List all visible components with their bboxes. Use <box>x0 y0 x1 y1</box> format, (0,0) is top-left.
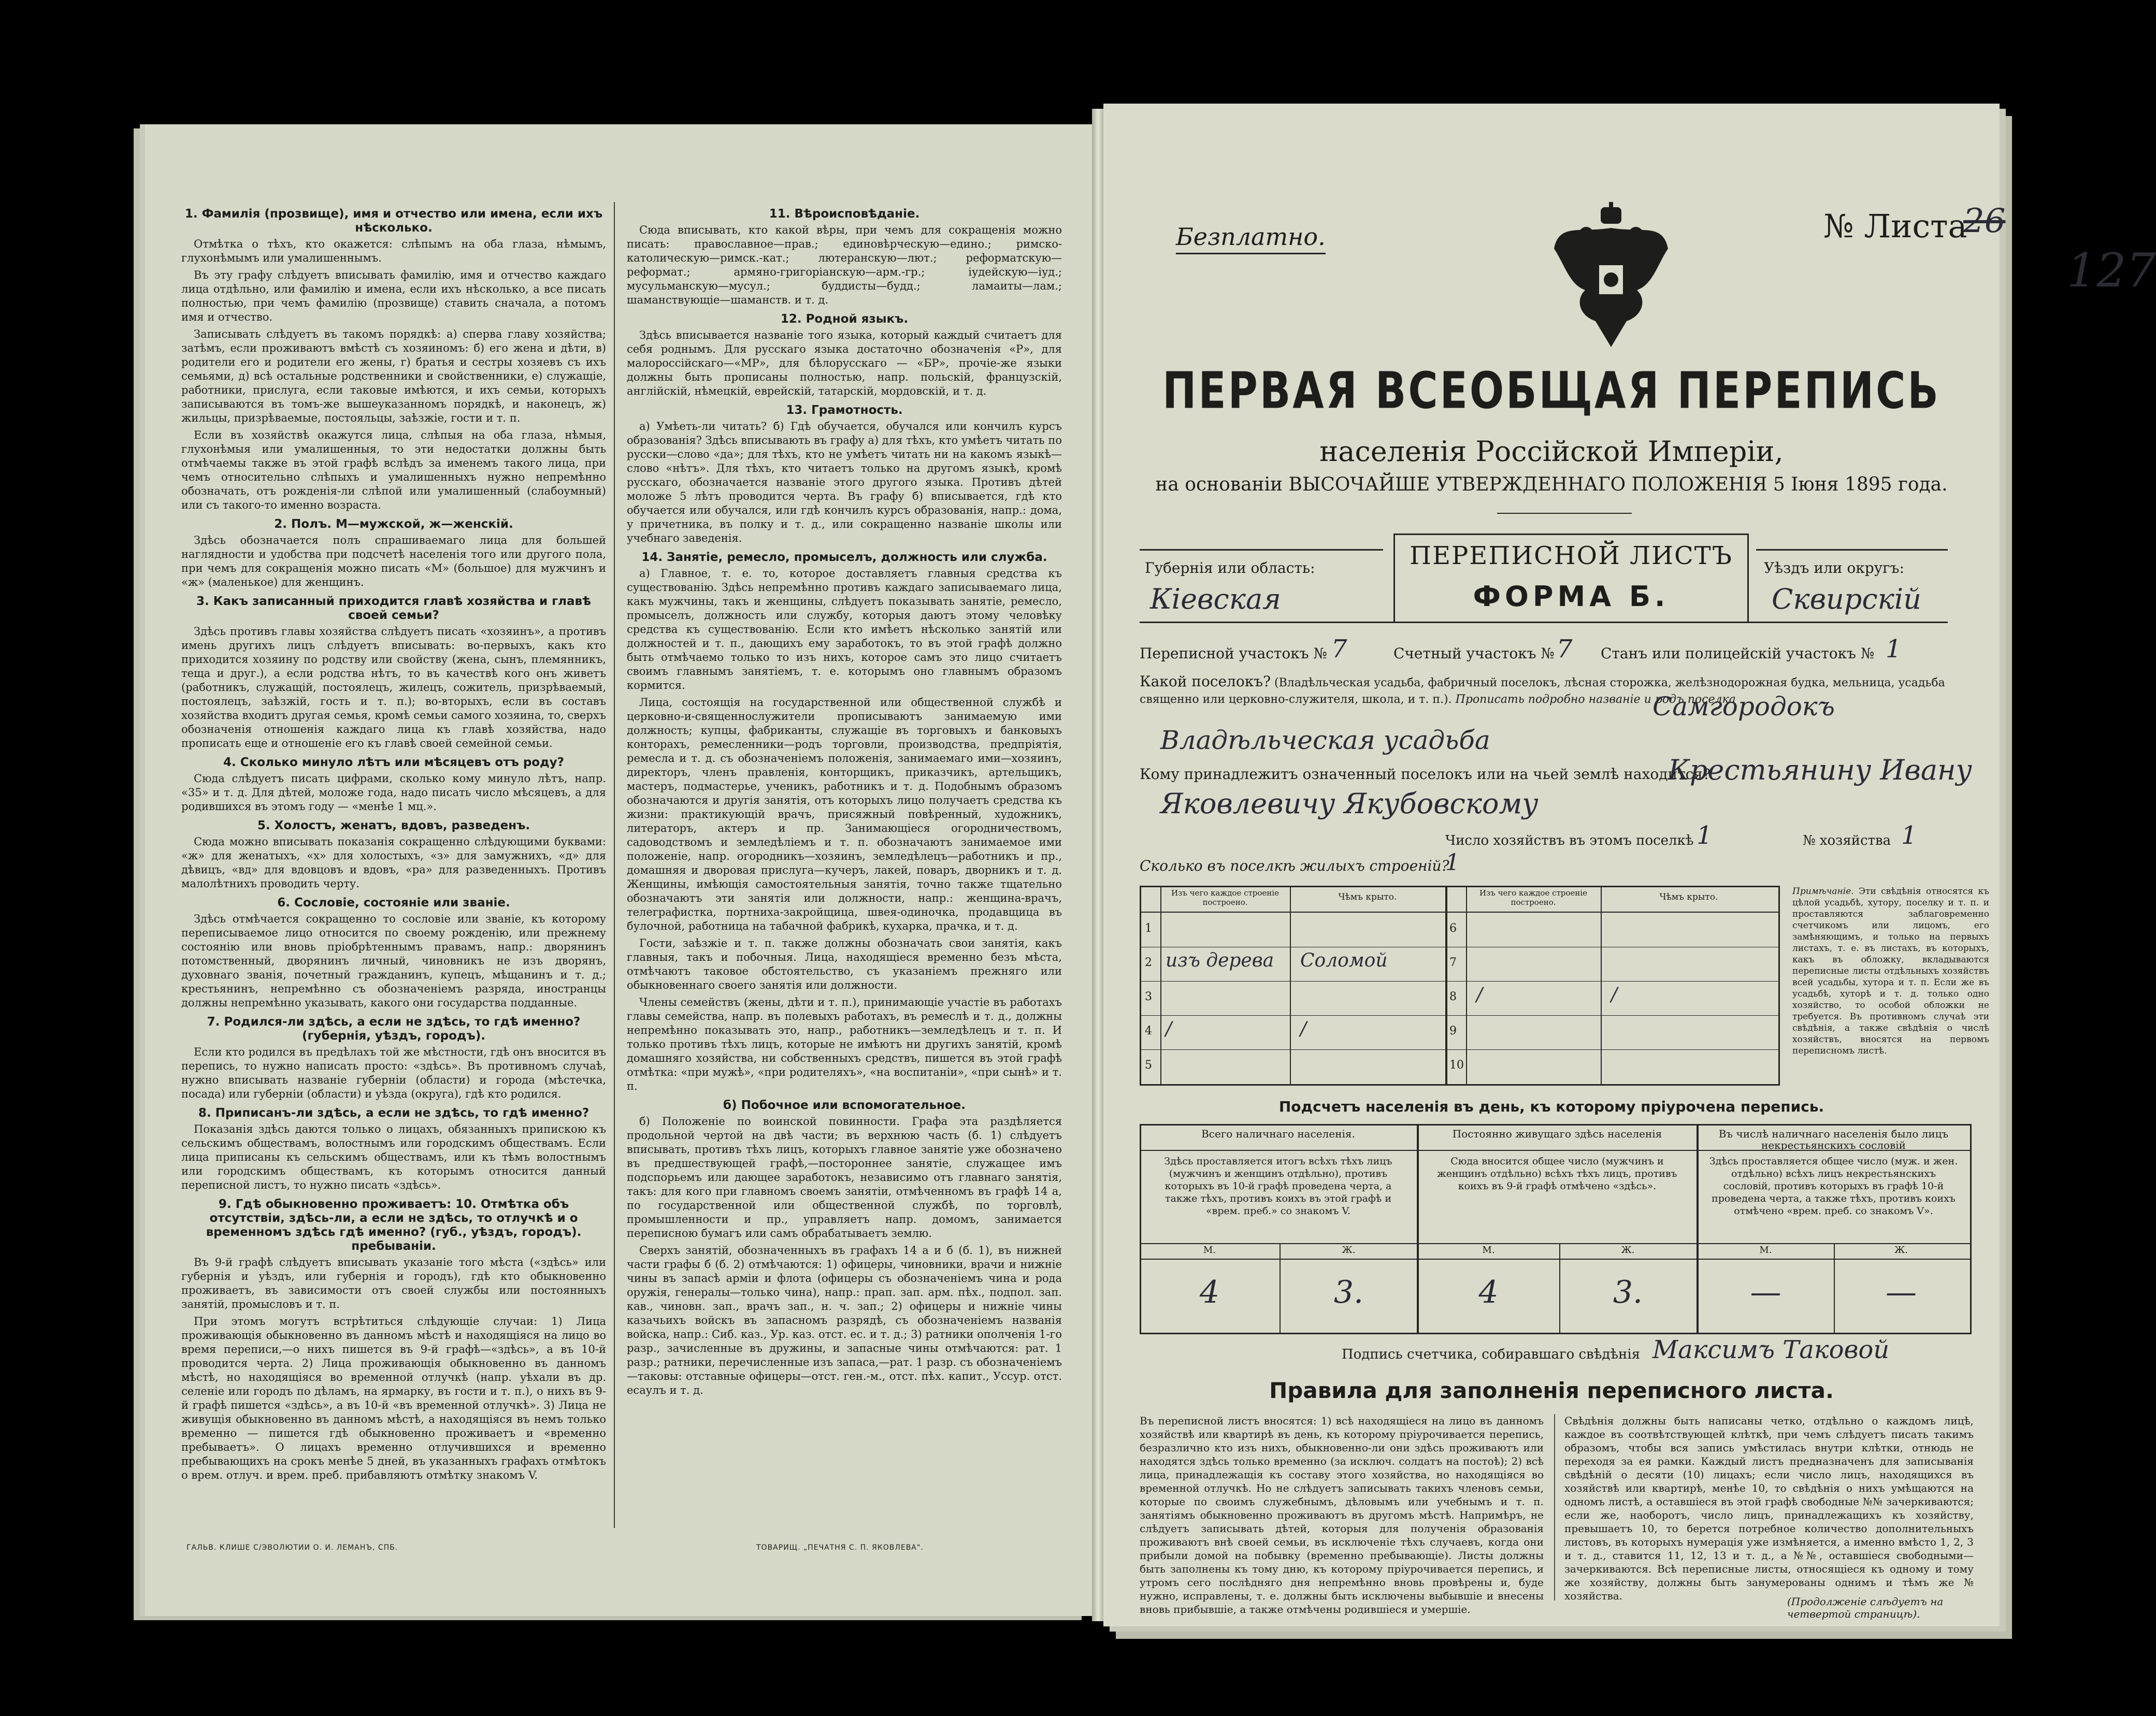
police-district-label: Станъ или полицейскій участокъ № <box>1601 645 1875 662</box>
settlement-value: Самгородокъ <box>1652 691 1835 722</box>
settlement-hint-2: Прописать подробно названіе и родъ поселка <box>1455 693 1736 706</box>
building-row-number: 4 <box>1145 1025 1152 1037</box>
table-rule <box>1140 1015 1780 1016</box>
section-text: Въ эту графу слѣдуетъ вписывать фамилію, имя и отчество каждаго лица отдѣльно, или фамилію и имена, если ихъ нѣсколько, а все писать полностью, при чемъ фамилію (прозвище) ставить сначала, а потомъ имя и отчество. <box>181 269 606 323</box>
section-heading: 5. Холостъ, женатъ, вдовъ, разведенъ. <box>257 819 530 832</box>
title-rule <box>1497 513 1632 514</box>
count-sex-header: Ж. <box>1342 1245 1356 1256</box>
section-text: Если кто родился въ предѣлахъ той же мѣстности, гдѣ онъ вносится въ перепись, то нужно написать просто: «здѣсь». Въ противномъ случаѣ, нужно вписывать названіе губерніи (области) и города (мѣстечка, посада) или губерніи (области) и уѣзда (округа), гдѣ кто родился. <box>181 1046 606 1100</box>
building-row-number: 5 <box>1145 1059 1152 1072</box>
building-row-number: 9 <box>1449 1025 1457 1037</box>
census-district-label: Переписной участокъ № <box>1140 645 1327 662</box>
form-name: ФОРМА Б. <box>1473 580 1670 613</box>
count-sex-header: Ж. <box>1894 1245 1908 1256</box>
table-rule <box>1140 1049 1780 1050</box>
buildings-value: 1 <box>1445 849 1460 876</box>
section-heading: 9. Гдѣ обыкновенно проживаетъ: 10. Отмѣтка объ отсутствіи, здѣсь-ли, а если не здѣсь, то отлучкѣ и о временномъ здѣсь гдѣ именно? (губ., уѣздъ, городъ). пребываніи. <box>206 1198 582 1253</box>
settlement-label: Какой поселокъ? <box>1140 673 1271 690</box>
count-value: — <box>1750 1274 1781 1310</box>
column-divider <box>614 202 615 1528</box>
rules-column-2: Свѣдѣнія должны быть написаны четко, отдѣльно о каждомъ лицѣ, каждое въ соотвѣтствующей клѣткѣ, при чемъ слѣдуетъ писать такимъ образомъ, чтобы вся запись умѣстилась внутри клѣтки, отнюдь не переходя за ея рамки. Каждый листъ предназначенъ для записыванія свѣдѣній о десяти (10) лицахъ; если число лицъ, находящихся въ хозяйствѣ или квартирѣ, менѣе 10, то свѣдѣнія о нихъ умѣщаются на одномъ листѣ, а оставшіеся въ этой графѣ свободные №№ зачеркиваются; если же, наоборотъ, число лицъ, принадлежащихъ къ хозяйству, превышаетъ 10, то берется потребное количество дополнительныхъ листовъ, въ которыхъ нумерація уже измѣняется, а именно вмѣсто 1, 2, 3 и т. д., ставится 11, 12, 13 и т. д., а №№, оставшіеся свободными—зачеркиваются. Всѣ переписные листы, относящіеся къ одному и тому же хозяйству, должны быть занумерованы однимъ и тѣмъ же № хозяйства. <box>1564 1415 1974 1602</box>
building-row-number: 6 <box>1449 922 1457 935</box>
rules-column-1: Въ переписной листъ вносятся: 1) всѣ находящіеся на лицо въ данномъ хозяйствѣ или квартирѣ въ день, къ которому пріурочивается перепись, безразлично кто изъ нихъ, обыкновенно-ли они здѣсь проживаютъ или находятся здѣсь только временно (за исключ. солдатъ на постоѣ); 2) всѣ лица, принадлежащія къ составу этого хозяйства, но находящіяся во временной отлучкѣ. Но не слѣдуетъ записывать такихъ членовъ семьи, которые по своимъ служебнымъ, дѣловымъ или учебнымъ и т. п. занятіямъ обыкновенно проживаютъ въ другомъ мѣстѣ. Напримѣръ, не слѣдуетъ записывать дѣтей, которыя для полученія образованія проживаютъ внѣ своей семьи, въ исключеніе тѣхъ случаевъ, когда они прибыли домой на побывку (временно пребывающіе). Листы должны быть заполнены къ тому дню, къ которому пріурочивается перепись, и утромъ сего послѣдняго дня непремѣнно вновь провѣрены и, буде нужно, исправлены, т. е. должны быть исключены выбывшіе и внесены вновь прибывшіе, а также отмѣчены родившіеся и умершіе. <box>1140 1415 1544 1616</box>
households-value: 1 <box>1697 821 1713 850</box>
sheet-number-label: № Листа <box>1823 207 1967 245</box>
left-column-instructions <box>181 202 606 1486</box>
table-rule <box>1140 981 1780 982</box>
section-heading: 13. Грамотность. <box>786 403 903 417</box>
census-subtitle: населенія Россійской Имперіи, <box>1319 435 1784 468</box>
count-value: — <box>1886 1274 1917 1310</box>
section-heading: 7. Родился-ли здѣсь, а если не здѣсь, то гдѣ именно? (губернія, уѣздъ, городъ). <box>207 1015 581 1043</box>
left-page <box>145 124 1093 1616</box>
gubernia-label: Губернія или область: <box>1145 559 1315 576</box>
count-value: 3. <box>1613 1274 1643 1310</box>
section-text: Сюда вписывать, кто какой вѣры, при чемъ для сокращенія можно писать: православное—прав.; единовѣрческую—едино.; римско-католическую—римск.-кат.; лютеранскую—лют.; реформатскую—реформат.; армяно-григоріанскую—арм.-гр.; іудейскую—іуд.; мусульманскую—мусул.; буддисты—будд.; ламаиты—лам.; шаманствующіе—шаманств. и т. д. <box>627 224 1062 306</box>
count-column-description: Здѣсь проставляется общее число (муж. и жен. отдѣльно) всѣхъ лицъ некрестьянскихъ сословій, противъ которыхъ въ графѣ 10-й проведена черта, а также тѣхъ, противъ коихъ отмѣчено «врем. преб. со знакомъ V». <box>1709 1156 1958 1217</box>
section-heading: 8. Приписанъ-ли здѣсь, а если не здѣсь, то гдѣ именно? <box>198 1106 590 1120</box>
count-sex-header: Ж. <box>1621 1245 1635 1256</box>
section-heading: б) Побочное или вспомогательное. <box>723 1099 966 1112</box>
settlement-row <box>1140 673 1968 708</box>
building-material-value: / <box>1476 984 1483 1005</box>
building-material-value: изъ дерева <box>1166 950 1274 971</box>
census-district-value: 7 <box>1331 635 1347 664</box>
right-column-instructions <box>627 202 1062 1401</box>
note-label: Примѣчаніе. <box>1792 886 1854 897</box>
building-row-number: 7 <box>1449 956 1457 969</box>
building-roof-header-2: Чѣмъ крыто. <box>1659 892 1718 902</box>
gubernia-value: Кіевская <box>1150 583 1281 615</box>
section-heading: 11. Вѣроисповѣданіе. <box>769 207 920 221</box>
imperial-eagle-icon <box>1549 202 1673 357</box>
building-row-number: 8 <box>1449 990 1457 1003</box>
census-spread <box>130 93 2156 1637</box>
building-material-header-2: Изъ чего каждое строеніе построено. <box>1479 888 1587 907</box>
buildings-label: Сколько въ поселкѣ жилыхъ строеній? <box>1140 857 1449 874</box>
section-text: Въ 9-й графѣ слѣдуетъ вписывать указаніе того мѣста («здѣсь» или губернія и уѣздъ, или губернія и городъ), гдѣ кто обыкновенно проживаетъ, въ зависимости отъ своей службы или постоянныхъ занятій, промысловъ и т. п. <box>181 1256 606 1310</box>
count-district-value: 7 <box>1557 635 1573 664</box>
households-label: Число хозяйствъ въ этомъ поселкѣ <box>1445 833 1694 848</box>
section-text: б) Положеніе по воинской повинности. Графа эта раздѣляется продольной чертой на двѣ части; въ верхнюю часть (б. 1) слѣдуетъ вписывать, противъ тѣхъ лицъ, которыхъ главное занятіе уже обозначено въ предшествующей графѣ,—постороннее занятіе, служащее имъ подспорьемъ или дающее заработокъ, независимо отъ главнаго занятія, такъ: для кого при главномъ своемъ занятіи, отмѣченномъ въ графѣ 14 а, по государственной или общественной службѣ, по торговлѣ, промышленности и пр., управляетъ напр. домомъ, занимается переписною бумагъ или самъ обрабатываетъ землю. <box>627 1115 1062 1239</box>
section-text: Здѣсь противъ главы хозяйства слѣдуетъ писать «хозяинъ», а противъ имень другихъ лицъ слѣдуетъ вписывать: во-первыхъ, какъ кто приходится хозяину по родству или свойству (жена, сынъ, племянникъ, теща и друг.), а если родства нѣтъ, то въ качествѣ кого онъ живетъ (работникъ, служащій, постоялецъ, жилецъ, сожитель, призрѣваемый, постоялецъ, заѣзжій, гость и т. п.); во-вторыхъ, если въ составъ хозяйства входитъ другая семья, кромѣ семьи самого хозяина, то, сверхъ обозначенія отношенія каждаго лица къ главѣ хозяйства, надо прописать еще и отношеніе его къ главѣ своей семейной семьи. <box>181 625 606 749</box>
sheet-number-value: 26 <box>1963 202 2006 240</box>
count-column-header: Всего наличнаго населенія. <box>1201 1128 1355 1140</box>
section-text: Здѣсь обозначается полъ спрашиваемаго лица для большей наглядности и удобства при подсчетѣ населенія того или другого пола, при чемъ для сокращенія можно писать «М» (большое) для мужчинъ и «ж» (маленькое) для женщинъ. <box>181 534 606 588</box>
building-row-number: 10 <box>1449 1059 1464 1072</box>
owner-value-2: Яковлевичу Якубовскому <box>1160 787 1539 820</box>
census-title: ПЕРВАЯ ВСЕОБЩАЯ ПЕРЕПИСЬ <box>1162 362 1941 421</box>
building-roof-header: Чѣмъ крыто. <box>1338 892 1397 902</box>
settlement-type-value: Владѣльческая усадьба <box>1160 725 1490 755</box>
printer-credit-right: ТОВАРИЩ. „ПЕЧАТНЯ С. П. ЯКОВЛЕВА". <box>756 1544 924 1552</box>
count-column-header: Постоянно живущаго здѣсь населенія <box>1452 1128 1662 1140</box>
section-heading: 4. Сколько минуло лѣтъ или мѣсяцевъ отъ роду? <box>223 756 564 769</box>
section-text: Лица, состоящія на государственной или общественной службѣ и церковно-и-священнослужители прописываютъ занимаемую ими должность; купцы, фабриканты, служащіе въ торговыхъ и банковыхъ конторахъ, ремесленники—родъ торговли, производства, предпріятія, ремесла и т. д. съ обозначеніемъ положенія, занимаемаго ими—хозяинъ, директоръ, членъ правленія, конторщикъ, приказчикъ, артельщикъ, мастеръ, подмастерье, ученикъ, работникъ и т. д. Подобнымъ образомъ обозначаются и другія занятія, отъ которыхъ лицо получаетъ средства къ жизни: практикующій врачъ, присяжный повѣренный, художникъ, литераторъ, актеръ и пр. Занимающіеся огородничествомъ, садоводствомъ и земледѣліемъ и т. п. обозначаютъ занимаемое ими положеніе, напр. огородникъ—хозяинъ, земледѣлецъ—работникъ и пр., домашняя и дворовая прислуга—кучеръ, лакей, поваръ, дворникъ и т. д. Женщины, имѣющія самостоятельныя занятія, точно также тщательно обозначаютъ эти занятія или должности, напр.: женщина-врачъ, телеграфистка, портниха-закройщица, швея-одиночка, продавщица въ булочной, работница на табачной фабрикѣ, кухарка, прачка, и т. д. <box>627 696 1062 932</box>
count-column-description: Сюда вносится общее число (мужчинъ и женщинъ отдѣльно) всѣхъ тѣхъ лицъ, противъ коихъ въ 9-й графѣ отмѣчено «здѣсь». <box>1437 1156 1677 1192</box>
building-roof-value: / <box>1611 984 1618 1005</box>
section-text: Показанія здѣсь даются только о лицахъ, обязанныхъ припискою къ сельскимъ обществамъ, волостнымъ или городскимъ обществамъ. Если лица приписаны къ сельскимъ обществамъ, или къ тѣмъ волостнымъ или городскимъ обществамъ, къ которымъ относится данный переписной листъ, то нужно писать «здѣсь». <box>181 1123 606 1191</box>
count-column-description: Здѣсь проставляется итогъ всѣхъ тѣхъ лицъ (мужчинъ и женщинъ отдѣльно), противъ которыхъ въ 10-й графѣ проведена черта, а также тѣхъ, противъ коихъ въ этой графѣ и «врем. преб.» со знакомъ V. <box>1164 1156 1392 1217</box>
section-heading: 14. Занятіе, ремесло, промыселъ, должность или служба. <box>641 551 1047 564</box>
building-row-number: 2 <box>1145 956 1152 969</box>
owner-label: Кому принадлежитъ означенный поселокъ или на чьей землѣ находится? <box>1140 766 1711 783</box>
police-district-value: 1 <box>1886 635 1902 664</box>
owner-value: Крестьянину Ивану <box>1668 754 1972 786</box>
section-text: Гости, заѣзжіе и т. п. также должны обозначать свои занятія, какъ главныя, такъ и побочныя. Лица, находящіеся временно безъ мѣста, отмѣчаютъ таковое обстоятельство, съ указаніемъ прежняго или обыкновеннаго своего занятія или должности. <box>627 937 1062 991</box>
section-text: Здѣсь отмѣчается сокращенно то сословіе или званіе, къ которому переписываемое лицо относится по своему рожденію, или прежнему состоянію или вновь пріобрѣтеннымъ правамъ, напр.: дворянинъ потомственный, дворянинъ личный, чиновникъ не изъ дворянъ, духовнаго званія, почетный гражданинъ, купецъ, мѣщанинъ и т. д.; крестьянинъ, непремѣнно съ обозначеніемъ разряда, иностранцы должны непремѣнно указывать, какого они государства подданные. <box>181 913 606 1009</box>
count-district-label: Счетный участокъ № <box>1393 645 1555 662</box>
section-text: Сверхъ занятій, обозначенныхъ въ графахъ 14 а и б (б. 1), въ нижней части графы б (б. 2) отмѣчаются: 1) офицеры, чиновники, врачи и нижніе чины въ запасѣ арміи и флота (офицеры съ обозначеніемъ чина и рода оружія, генералы—только чина), напр.: прап. зап. арм. пѣх., подпол. зап. кав., чиновн. зап., врачъ зап., н. ч. зап.; 2) офицеры и нижніе чины казачьихъ войскъ въ запасномъ разрядѣ, съ обозначеніемъ названія войска, напр.: Сиб. каз., Ур. каз. отст. ес. и т. д.; 3) ратники ополченія 1-го разр., зачисленные въ дружины, и запасные чины отмѣчаются: рат. 1 разр.; ратники, перечисленные изъ запаса,—рат. 1 разр. съ обозначеніемъ—таковы: отставные офицеры—отст. ген.-м., отст. пѣх. капит., Уссур. отст. есаулъ и т. д. <box>627 1244 1062 1396</box>
legal-basis: на основаніи ВЫСОЧАЙШЕ УТВЕРЖДЕННАГО ПОЛОЖЕНІЯ 5 Іюня 1895 года. <box>1155 474 1948 495</box>
continued-note: (Продолженіе слѣдуетъ на четвертой страницѣ). <box>1787 1595 1944 1620</box>
section-text: а) Умѣеть-ли читать? б) Гдѣ обучается, обучался или кончилъ курсъ образованія? Здѣсь вписывають въ графу а) для тѣхъ, кто умѣетъ читать по русски—слово «да»; для тѣхъ, кто не умѣетъ читать ни на какомъ языкѣ—слово «нѣтъ». Для тѣхъ, кто читаетъ только на другомъ языкѣ, кромѣ русскаго, обозначается названіе этого другого языка. Противъ дѣтей моложе 5 лѣтъ проводится черта. Въ графу б) вписывается, гдѣ кто обучается или обучался, или гдѣ кончилъ курсъ образованія, напр.: дома, у причетника, въ полку и т. д., или сокращенно названіе школы или учебнаго заведенія. <box>627 420 1062 544</box>
building-row-number: 3 <box>1145 990 1152 1003</box>
printer-credit-left: ГАЛЬВ. КЛИШЕ С/ЭВОЛЮТИИ О. И. ЛЕМАНЪ, СПБ. <box>186 1544 398 1552</box>
rules-title: Правила для заполненія переписного листа. <box>1269 1378 1834 1403</box>
form-title: ПЕРЕПИСНОЙ ЛИСТЪ <box>1410 541 1733 570</box>
section-text: Сюда слѣдуетъ писать цифрами, сколько кому минуло лѣтъ, напр. «35» и т. д. Для дѣтей, моложе года, надо писать число мѣсяцевъ, а для родившихся въ этомъ году — «менѣе 1 мц.». <box>181 772 606 813</box>
household-number-value: 1 <box>1901 821 1917 850</box>
section-heading: 12. Родной языкъ. <box>780 312 909 326</box>
settlement-hint: (Владѣльческая усадьба, фабричный поселокъ, лѣсная сторожка, желѣзнодорожная будка, мельница, усадьба священно или церковно-служителя, школа, и т. п.). <box>1140 676 1945 706</box>
section-heading: 2. Полъ. М—мужской, ж—женскій. <box>274 517 513 531</box>
household-number-label: № хозяйства <box>1803 833 1891 848</box>
section-text: а) Главное, т. е. то, которое доставляетъ главныя средства къ существованію. Здѣсь непремѣнно противъ каждаго записываемаго лица, какъ мужчины, такъ и женщины, слѣдуетъ показывать занятіе, ремесло, промыселъ, должность или службу, которыя даютъ этому человѣку средства къ существованію. Если кто имѣетъ нѣсколько занятій или должностей и т. п., дающихъ ему заработокъ, то въ этой графѣ должно быть отмѣчаемо только то изъ нихъ, которое самъ это лицо считаетъ своимъ главнымъ занятіемъ, т. е. которымъ оно главнымъ образомъ кормится. <box>627 567 1062 691</box>
buildings-note <box>1792 886 1989 1057</box>
note-text: Эти свѣдѣнія относятся къ цѣлой усадьбѣ, хутору, поселку и т. п. и проставляются заблаговременно счетчикомъ или лицомъ, его замѣняющимъ, и только на первыхъ листахъ, т. е. въ листахъ, въ которыхъ, какъ въ обложку, вкладываются переписные листы отдѣльныхъ хозяйствъ всей усадьбы, хутора и т. п. Если же въ усадьбѣ, хуторѣ и т. д. только одно хозяйство, то особой обложки не требуется. Въ противномъ случаѣ эти свѣдѣнія, а также свѣдѣнія о числѣ хозяйствъ, вносятся на первомъ переписномъ листѣ. <box>1792 886 1989 1056</box>
building-row-number: 1 <box>1145 922 1152 935</box>
count-column-header: Въ числѣ наличнаго населенія было лицъ некрестьянскихъ сословій <box>1718 1128 1949 1151</box>
signature-value: Максимъ Таковой <box>1652 1335 1890 1364</box>
section-text: Здѣсь вписывается названіе того языка, который каждый считаетъ для себя роднымъ. Для русскаго языка достаточно обозначенія «Р», для малороссійскаго—«МР», для бѣлорусскаго — «БР», прочіе-же языки должны быть прописаны полностью, напр. польскій, французскій, англійскій, нѣмецкій, еврейскій, татарскій, мордовскій, и т. д. <box>627 329 1062 397</box>
count-value: 3. <box>1333 1274 1364 1310</box>
building-roof-value: Соломой <box>1300 950 1388 971</box>
book-gutter <box>1092 109 1104 1621</box>
free-label: Безплатно. <box>1176 223 1326 254</box>
count-sex-header: М. <box>1203 1245 1216 1256</box>
section-text: Отмѣтка о тѣхъ, кто окажется: слѣпымъ на оба глаза, нѣмымъ, глухонѣмымъ или умалишеннымъ. <box>181 238 606 264</box>
count-sex-header: М. <box>1482 1245 1495 1256</box>
uezd-label: Уѣздъ или округъ: <box>1764 559 1905 576</box>
count-value: 4 <box>1199 1274 1220 1310</box>
section-text: Записывать слѣдуетъ въ такомъ порядкѣ: а) сперва главу хозяйства; затѣмъ, если проживаютъ вмѣстѣ съ хозяиномъ: б) его жена и дѣти, в) родители его и родители его жены, г) братья и сестры хозяевъ съ ихъ семьями, д) всѣ остальные родственники и свойственники, е) служащіе, работники, прислуга, если таковые имѣются, и ихъ семьи, которыхъ записываются въ томъ-же вышеуказанномъ порядкѣ, и наконецъ, ж) жильцы, призрѣваемые, постояльцы, заѣзжіе, гости и т. п. <box>181 328 606 424</box>
section-heading: 6. Сословіе, состояніе или званіе. <box>277 896 510 910</box>
signature-label: Подпись счетчика, собиравшаго свѣдѣнія <box>1342 1347 1641 1362</box>
section-text: Члены семействъ (жены, дѣти и т. п.), принимающіе участіе въ работахъ главы семейства, напр. въ полевыхъ работахъ, въ ремеслѣ и т. д., должны непремѣнно показывать это, напр., работникъ—земледѣлецъ и т. п. И только противъ тѣхъ лицъ, которые не имѣютъ ни другихъ занятій, кромѣ домашняго хозяйства, ни собственныхъ средствъ, пишется въ этой графѣ отмѣтка: «при мужѣ», «при родителяхъ», «на воспитаніи», «при сынѣ» и т. п. <box>627 996 1062 1092</box>
population-count-title: Подсчетъ населенія въ день, къ которому пріурочена перепись. <box>1278 1098 1824 1115</box>
count-value: 4 <box>1478 1274 1499 1310</box>
count-sex-header: М. <box>1759 1245 1772 1256</box>
building-material-header: Изъ чего каждое строеніе построено. <box>1171 888 1279 907</box>
uezd-value: Сквирскій <box>1772 583 1921 615</box>
pencil-folio: 127 <box>2067 243 2156 298</box>
building-material-value: / <box>1166 1018 1172 1040</box>
right-page <box>1103 104 2156 1626</box>
section-heading: 1. Фамилія (прозвище), имя и отчество или имена, если ихъ нѣсколько. <box>184 207 603 235</box>
building-roof-value: / <box>1300 1018 1307 1040</box>
section-text: Сюда можно вписывать показанія сокращенно слѣдующими буквами: «ж» для женатыхъ, «х» для холостыхъ, «з» для замужнихъ, «д» для дѣвицъ, «вд» для вдовцовъ и вдовъ, «ра» для разведенныхъ. Противъ малолѣтнихъ проводить черту. <box>181 835 606 890</box>
section-text: При этомъ могутъ встрѣтиться слѣдующіе случаи: 1) Лица проживающія обыкновенно въ данномъ мѣстѣ и находящіяся на лицо во время переписи,—о нихъ пишется въ 9-й графѣ—«здѣсь», а въ 10-й проводится черта. 2) Лица проживающія обыкновенно въ данномъ мѣстѣ, но находящіяся во временной отлучкѣ (напр. уѣхали въ др. селеніе или городъ по дѣламъ, на ярмарку, въ гости и т. п.), о нихъ въ 9-й графѣ пишется «здѣсь», а въ 10-й «въ временной отлучкѣ». 3) Лица не живущія обыкновенно въ данномъ мѣстѣ, а находящіяся въ немъ только временно — пишется гдѣ обыкновенно проживаетъ и «временно пребываетъ». О лицахъ временно отлучившихся и временно пребывающихъ на срокъ менѣе 5 дней, въ указанныхъ графахъ отмѣтокъ о врем. отлуч. и врем. преб. прибавляютъ отмѣтку знакомъ V. <box>181 1315 606 1481</box>
section-text: Если въ хозяйствѣ окажутся лица, слѣпыя на оба глаза, нѣмыя, глухонѣмыя или умалишенныя, то эти недостатки должны быть отмѣчаемы также въ этой графѣ вслѣдъ за именемъ такого лица, при чемъ относительно слѣпыхъ и умалишенныхъ нужно непремѣнно обозначать, отъ рожденія-ли слѣпой или умалишенный (слабоумный) или съ такого-то именно возраста. <box>181 429 606 511</box>
section-heading: 3. Какъ записанный приходится главѣ хозяйства и главѣ своей семьи? <box>196 595 592 622</box>
